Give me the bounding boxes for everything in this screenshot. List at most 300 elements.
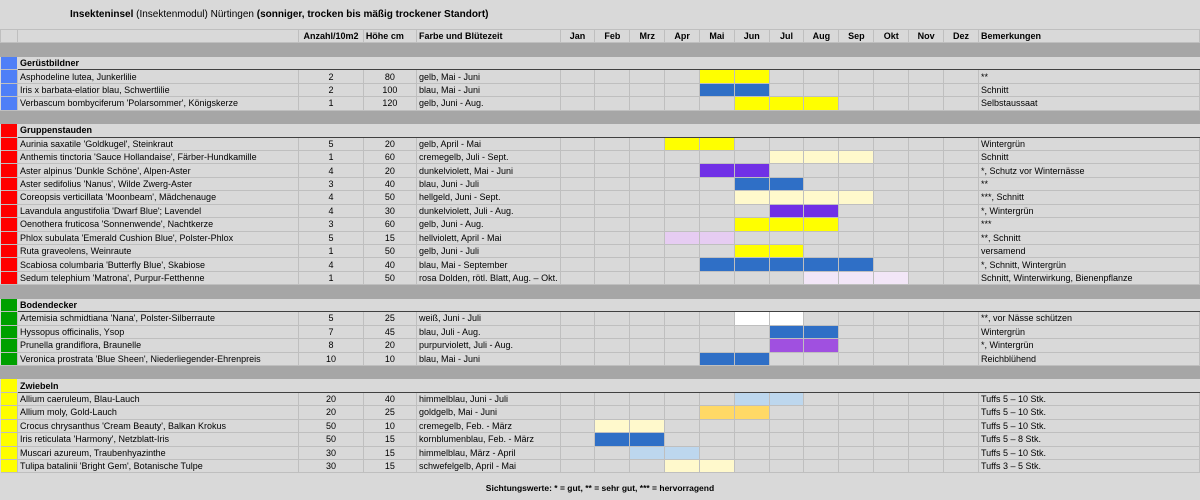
separator-cell bbox=[839, 110, 874, 123]
section-header-cell bbox=[734, 124, 769, 137]
plant-bemerkung: *, Wintergrün bbox=[978, 204, 1199, 217]
plant-farbe: blau, Mai - September bbox=[417, 258, 561, 271]
row-color-marker bbox=[1, 258, 18, 271]
bloom-cell bbox=[944, 150, 979, 163]
row-color-marker bbox=[1, 419, 18, 432]
separator-cell bbox=[769, 365, 804, 378]
bloom-cell bbox=[630, 312, 665, 325]
bloom-cell bbox=[944, 177, 979, 190]
header-month: Dez bbox=[944, 30, 979, 43]
plant-name: Prunella grandiflora, Braunelle bbox=[18, 339, 299, 352]
section-header-cell bbox=[665, 56, 700, 69]
separator-cell bbox=[363, 285, 416, 298]
bloom-cell bbox=[874, 70, 909, 83]
bloom-cell bbox=[804, 312, 839, 325]
plant-anzahl: 50 bbox=[299, 419, 364, 432]
section-header-cell bbox=[804, 56, 839, 69]
row-color-marker bbox=[1, 83, 18, 96]
separator-cell bbox=[1, 43, 18, 56]
bloom-cell bbox=[804, 83, 839, 96]
plant-name: Verbascum bombyciferum 'Polarsommer', Königskerze bbox=[18, 97, 299, 110]
bloom-cell bbox=[874, 446, 909, 459]
section-header-cell bbox=[734, 56, 769, 69]
plant-name: Scabiosa columbaria 'Butterfly Blue', Skabiose bbox=[18, 258, 299, 271]
bloom-cell bbox=[560, 150, 595, 163]
plant-hoehe: 10 bbox=[363, 419, 416, 432]
bloom-cell bbox=[595, 204, 630, 217]
bloom-cell bbox=[595, 406, 630, 419]
section-header-cell bbox=[299, 124, 364, 137]
bloom-cell bbox=[700, 446, 735, 459]
bloom-cell bbox=[700, 271, 735, 284]
section-header-cell bbox=[417, 56, 561, 69]
bloom-cell bbox=[944, 218, 979, 231]
plant-hoehe: 60 bbox=[363, 218, 416, 231]
header-hoehe: Höhe cm bbox=[363, 30, 416, 43]
plant-anzahl: 3 bbox=[299, 177, 364, 190]
bloom-cell bbox=[909, 392, 944, 405]
plant-hoehe: 20 bbox=[363, 164, 416, 177]
bloom-cell bbox=[839, 271, 874, 284]
bloom-cell bbox=[560, 97, 595, 110]
plant-hoehe: 15 bbox=[363, 460, 416, 473]
plant-name: Allium moly, Gold-Lauch bbox=[18, 406, 299, 419]
plant-hoehe: 20 bbox=[363, 339, 416, 352]
bloom-cell bbox=[874, 433, 909, 446]
plant-bemerkung: **, vor Nässe schützen bbox=[978, 312, 1199, 325]
bloom-cell bbox=[734, 419, 769, 432]
bloom-cell bbox=[700, 164, 735, 177]
separator-cell bbox=[909, 43, 944, 56]
plant-hoehe: 25 bbox=[363, 312, 416, 325]
section-header bbox=[1, 56, 1200, 69]
plant-farbe: blau, Mai - Juni bbox=[417, 352, 561, 365]
section-header-cell bbox=[769, 298, 804, 311]
section-header-cell bbox=[944, 379, 979, 392]
bloom-cell bbox=[944, 325, 979, 338]
bloom-cell bbox=[560, 271, 595, 284]
plant-bemerkung: Schnitt, Winterwirkung, Bienenpflanze bbox=[978, 271, 1199, 284]
plant-row[interactable] bbox=[1, 446, 1200, 459]
bloom-cell bbox=[769, 70, 804, 83]
bloom-cell bbox=[909, 446, 944, 459]
bloom-cell bbox=[734, 352, 769, 365]
bloom-cell bbox=[665, 271, 700, 284]
section-header-cell bbox=[560, 298, 595, 311]
plant-hoehe: 40 bbox=[363, 177, 416, 190]
separator-cell bbox=[560, 43, 595, 56]
row-color-marker bbox=[1, 245, 18, 258]
separator-cell bbox=[18, 365, 299, 378]
plant-bemerkung: *, Wintergrün bbox=[978, 339, 1199, 352]
bloom-cell bbox=[595, 258, 630, 271]
bloom-cell bbox=[944, 433, 979, 446]
separator-cell bbox=[417, 365, 561, 378]
plant-anzahl: 1 bbox=[299, 245, 364, 258]
bloom-cell bbox=[839, 433, 874, 446]
plant-farbe: himmelblau, Juni - Juli bbox=[417, 392, 561, 405]
plant-anzahl: 4 bbox=[299, 191, 364, 204]
sheet-title bbox=[70, 9, 488, 20]
bloom-cell bbox=[665, 245, 700, 258]
section-header-cell bbox=[299, 379, 364, 392]
section-header-cell bbox=[874, 379, 909, 392]
plant-row[interactable] bbox=[1, 70, 1200, 83]
bloom-cell bbox=[560, 218, 595, 231]
bloom-cell bbox=[734, 325, 769, 338]
bloom-cell bbox=[804, 352, 839, 365]
bloom-cell bbox=[665, 83, 700, 96]
header-farbe: Farbe und Blütezeit bbox=[417, 30, 561, 43]
plant-row[interactable] bbox=[1, 258, 1200, 271]
bloom-cell bbox=[700, 406, 735, 419]
plant-row[interactable] bbox=[1, 312, 1200, 325]
section-header-cell bbox=[560, 56, 595, 69]
bloom-cell bbox=[804, 177, 839, 190]
bloom-cell bbox=[630, 97, 665, 110]
plant-farbe: schwefelgelb, April - Mai bbox=[417, 460, 561, 473]
separator-cell bbox=[978, 110, 1199, 123]
separator-cell bbox=[299, 43, 364, 56]
bloom-cell bbox=[769, 352, 804, 365]
bloom-cell bbox=[734, 271, 769, 284]
plant-row[interactable] bbox=[1, 137, 1200, 150]
planting-table bbox=[0, 29, 1200, 473]
plant-row[interactable] bbox=[1, 339, 1200, 352]
bloom-cell bbox=[665, 191, 700, 204]
bloom-cell bbox=[909, 258, 944, 271]
row-color-marker bbox=[1, 460, 18, 473]
bloom-cell bbox=[944, 258, 979, 271]
bloom-cell bbox=[630, 392, 665, 405]
section-header-cell bbox=[839, 379, 874, 392]
bloom-cell bbox=[909, 433, 944, 446]
bloom-cell bbox=[665, 446, 700, 459]
separator-cell bbox=[978, 285, 1199, 298]
section-header-cell bbox=[909, 379, 944, 392]
plant-name: Crocus chrysanthus 'Cream Beauty', Balkan Krokus bbox=[18, 419, 299, 432]
separator-cell bbox=[363, 43, 416, 56]
plant-bemerkung: *, Schnitt, Wintergrün bbox=[978, 258, 1199, 271]
bloom-cell bbox=[874, 83, 909, 96]
plant-bemerkung: *, Schutz vor Winternässe bbox=[978, 164, 1199, 177]
plant-bemerkung: Schnitt bbox=[978, 150, 1199, 163]
bloom-cell bbox=[769, 204, 804, 217]
plant-name: Anthemis tinctoria 'Sauce Hollandaise', Färber-Hundkamille bbox=[18, 150, 299, 163]
bloom-cell bbox=[874, 419, 909, 432]
bloom-cell bbox=[769, 137, 804, 150]
bloom-cell bbox=[665, 258, 700, 271]
row-color-marker bbox=[1, 231, 18, 244]
bloom-cell bbox=[769, 164, 804, 177]
separator-cell bbox=[595, 285, 630, 298]
bloom-cell bbox=[560, 433, 595, 446]
bloom-cell bbox=[630, 406, 665, 419]
plant-hoehe: 40 bbox=[363, 392, 416, 405]
section-header-cell bbox=[595, 124, 630, 137]
bloom-cell bbox=[734, 258, 769, 271]
row-color-marker bbox=[1, 352, 18, 365]
separator-cell bbox=[769, 285, 804, 298]
bloom-cell bbox=[944, 271, 979, 284]
plant-bemerkung: Tuffs 5 – 8 Stk. bbox=[978, 433, 1199, 446]
separator-cell bbox=[299, 365, 364, 378]
bloom-cell bbox=[839, 446, 874, 459]
bloom-cell bbox=[700, 245, 735, 258]
bloom-cell bbox=[769, 406, 804, 419]
plant-row[interactable] bbox=[1, 218, 1200, 231]
section-header-cell bbox=[944, 298, 979, 311]
section-header-cell bbox=[769, 56, 804, 69]
bloom-cell bbox=[839, 460, 874, 473]
section-header-cell bbox=[630, 379, 665, 392]
plant-anzahl: 20 bbox=[299, 406, 364, 419]
bloom-cell bbox=[630, 325, 665, 338]
plant-farbe: dunkelviolett, Mai - Juni bbox=[417, 164, 561, 177]
separator-cell bbox=[363, 110, 416, 123]
section-header-cell bbox=[363, 56, 416, 69]
plant-farbe: cremegelb, Feb. - März bbox=[417, 419, 561, 432]
bloom-cell bbox=[734, 177, 769, 190]
plant-name: Ruta graveolens, Weinraute bbox=[18, 245, 299, 258]
plant-row[interactable] bbox=[1, 150, 1200, 163]
bloom-cell bbox=[769, 218, 804, 231]
bloom-cell bbox=[804, 460, 839, 473]
separator-cell bbox=[630, 365, 665, 378]
bloom-cell bbox=[804, 137, 839, 150]
bloom-cell bbox=[560, 245, 595, 258]
plant-hoehe: 25 bbox=[363, 406, 416, 419]
section-header-cell bbox=[299, 298, 364, 311]
bloom-cell bbox=[944, 406, 979, 419]
plant-name: Veronica prostrata 'Blue Sheen', Niederliegender-Ehrenpreis bbox=[18, 352, 299, 365]
bloom-cell bbox=[874, 325, 909, 338]
plant-anzahl: 1 bbox=[299, 97, 364, 110]
header-month: Mrz bbox=[630, 30, 665, 43]
bloom-cell bbox=[909, 271, 944, 284]
plant-farbe: hellviolett, April - Mai bbox=[417, 231, 561, 244]
separator-cell bbox=[417, 110, 561, 123]
bloom-cell bbox=[909, 245, 944, 258]
plant-row[interactable] bbox=[1, 392, 1200, 405]
plant-bemerkung: ***, Schnitt bbox=[978, 191, 1199, 204]
bloom-cell bbox=[804, 258, 839, 271]
separator-cell bbox=[804, 43, 839, 56]
bloom-cell bbox=[595, 177, 630, 190]
plant-row[interactable] bbox=[1, 204, 1200, 217]
section-color-marker bbox=[1, 298, 18, 311]
header-month: Feb bbox=[595, 30, 630, 43]
plant-name: Tulipa batalinii 'Bright Gem', Botanische Tulpe bbox=[18, 460, 299, 473]
separator-cell bbox=[595, 110, 630, 123]
section-header-cell bbox=[874, 124, 909, 137]
section-header-cell bbox=[734, 379, 769, 392]
bloom-cell bbox=[839, 325, 874, 338]
bloom-cell bbox=[804, 433, 839, 446]
bloom-cell bbox=[700, 218, 735, 231]
bloom-cell bbox=[630, 83, 665, 96]
plant-anzahl: 20 bbox=[299, 392, 364, 405]
plant-bemerkung: **, Schnitt bbox=[978, 231, 1199, 244]
plant-hoehe: 60 bbox=[363, 150, 416, 163]
bloom-cell bbox=[734, 245, 769, 258]
bloom-cell bbox=[909, 312, 944, 325]
bloom-cell bbox=[909, 406, 944, 419]
plant-row[interactable] bbox=[1, 191, 1200, 204]
plant-hoehe: 40 bbox=[363, 258, 416, 271]
bloom-cell bbox=[630, 204, 665, 217]
plant-farbe: goldgelb, Mai - Juni bbox=[417, 406, 561, 419]
plant-row[interactable] bbox=[1, 406, 1200, 419]
bloom-cell bbox=[665, 419, 700, 432]
plant-row[interactable] bbox=[1, 352, 1200, 365]
header-month: Jul bbox=[769, 30, 804, 43]
row-color-marker bbox=[1, 271, 18, 284]
plant-row[interactable] bbox=[1, 460, 1200, 473]
section-header-cell bbox=[630, 124, 665, 137]
plant-hoehe: 30 bbox=[363, 204, 416, 217]
bloom-cell bbox=[769, 460, 804, 473]
bloom-cell bbox=[909, 97, 944, 110]
plant-row[interactable] bbox=[1, 97, 1200, 110]
header-month: Jun bbox=[734, 30, 769, 43]
bloom-cell bbox=[595, 150, 630, 163]
plant-farbe: blau, Juni - Juli bbox=[417, 177, 561, 190]
plant-row[interactable] bbox=[1, 245, 1200, 258]
bloom-cell bbox=[560, 392, 595, 405]
separator-cell bbox=[1, 285, 18, 298]
section-separator bbox=[1, 43, 1200, 56]
plant-anzahl: 30 bbox=[299, 446, 364, 459]
bloom-cell bbox=[700, 339, 735, 352]
plant-row[interactable] bbox=[1, 325, 1200, 338]
plant-row[interactable] bbox=[1, 231, 1200, 244]
plant-row[interactable] bbox=[1, 271, 1200, 284]
section-header-cell bbox=[839, 298, 874, 311]
bloom-cell bbox=[804, 231, 839, 244]
section-header-cell bbox=[909, 56, 944, 69]
section-separator bbox=[1, 110, 1200, 123]
section-header-cell bbox=[665, 298, 700, 311]
section-title: Gruppenstauden bbox=[18, 124, 299, 137]
bloom-cell bbox=[700, 97, 735, 110]
separator-cell bbox=[909, 365, 944, 378]
bloom-cell bbox=[804, 191, 839, 204]
row-color-marker bbox=[1, 70, 18, 83]
bloom-cell bbox=[595, 433, 630, 446]
plant-hoehe: 80 bbox=[363, 70, 416, 83]
plant-hoehe: 50 bbox=[363, 191, 416, 204]
section-header-cell bbox=[700, 298, 735, 311]
bloom-cell bbox=[874, 204, 909, 217]
bloom-cell bbox=[700, 325, 735, 338]
bloom-cell bbox=[874, 312, 909, 325]
bloom-cell bbox=[874, 406, 909, 419]
plant-row[interactable] bbox=[1, 177, 1200, 190]
bloom-cell bbox=[595, 339, 630, 352]
separator-cell bbox=[299, 285, 364, 298]
header-anzahl: Anzahl/10m2 bbox=[299, 30, 364, 43]
separator-cell bbox=[18, 43, 299, 56]
separator-cell bbox=[874, 43, 909, 56]
bloom-cell bbox=[769, 191, 804, 204]
separator-cell bbox=[839, 43, 874, 56]
separator-cell bbox=[978, 365, 1199, 378]
section-header-cell bbox=[595, 379, 630, 392]
separator-cell bbox=[18, 285, 299, 298]
plant-farbe: purpurviolett, Juli - Aug. bbox=[417, 339, 561, 352]
bloom-cell bbox=[595, 97, 630, 110]
bloom-cell bbox=[700, 137, 735, 150]
bloom-cell bbox=[734, 312, 769, 325]
bloom-cell bbox=[909, 325, 944, 338]
plant-row[interactable] bbox=[1, 433, 1200, 446]
plant-name: Phlox subulata 'Emerald Cushion Blue', Polster-Phlox bbox=[18, 231, 299, 244]
plant-farbe: kornblumenblau, Feb. - März bbox=[417, 433, 561, 446]
header-month: Apr bbox=[665, 30, 700, 43]
section-header bbox=[1, 298, 1200, 311]
separator-cell bbox=[839, 285, 874, 298]
bloom-cell bbox=[804, 164, 839, 177]
plant-name: Asphodeline lutea, Junkerlilie bbox=[18, 70, 299, 83]
section-header-cell bbox=[804, 298, 839, 311]
section-header-cell bbox=[944, 56, 979, 69]
section-header-cell bbox=[978, 124, 1199, 137]
section-header-cell bbox=[700, 124, 735, 137]
bloom-cell bbox=[804, 392, 839, 405]
section-header-cell bbox=[909, 124, 944, 137]
plant-farbe: gelb, April - Mai bbox=[417, 137, 561, 150]
separator-cell bbox=[874, 285, 909, 298]
bloom-cell bbox=[665, 164, 700, 177]
bloom-cell bbox=[944, 419, 979, 432]
separator-cell bbox=[804, 365, 839, 378]
bloom-cell bbox=[769, 271, 804, 284]
section-header-cell bbox=[804, 379, 839, 392]
bloom-cell bbox=[700, 177, 735, 190]
section-header-cell bbox=[560, 124, 595, 137]
plant-anzahl: 4 bbox=[299, 164, 364, 177]
plant-row[interactable] bbox=[1, 419, 1200, 432]
bloom-cell bbox=[874, 231, 909, 244]
separator-cell bbox=[944, 110, 979, 123]
plant-anzahl: 5 bbox=[299, 137, 364, 150]
plant-hoehe: 45 bbox=[363, 325, 416, 338]
rating-legend: Sichtungswerte: * = gut, ** = sehr gut, *** = hervorragend bbox=[485, 483, 715, 493]
separator-cell bbox=[909, 110, 944, 123]
row-color-marker bbox=[1, 97, 18, 110]
plant-farbe: gelb, Juni - Juli bbox=[417, 245, 561, 258]
section-header-cell bbox=[630, 56, 665, 69]
header-month: Aug bbox=[804, 30, 839, 43]
plant-bemerkung: Tuffs 5 – 10 Stk. bbox=[978, 446, 1199, 459]
separator-cell bbox=[1, 365, 18, 378]
bloom-cell bbox=[839, 392, 874, 405]
bloom-cell bbox=[665, 231, 700, 244]
bloom-cell bbox=[839, 245, 874, 258]
plant-anzahl: 5 bbox=[299, 312, 364, 325]
bloom-cell bbox=[944, 446, 979, 459]
bloom-cell bbox=[944, 392, 979, 405]
bloom-cell bbox=[665, 70, 700, 83]
bloom-cell bbox=[734, 433, 769, 446]
plant-row[interactable] bbox=[1, 164, 1200, 177]
bloom-cell bbox=[804, 339, 839, 352]
section-header-cell bbox=[804, 124, 839, 137]
bloom-cell bbox=[560, 419, 595, 432]
plant-anzahl: 7 bbox=[299, 325, 364, 338]
plant-row[interactable] bbox=[1, 83, 1200, 96]
